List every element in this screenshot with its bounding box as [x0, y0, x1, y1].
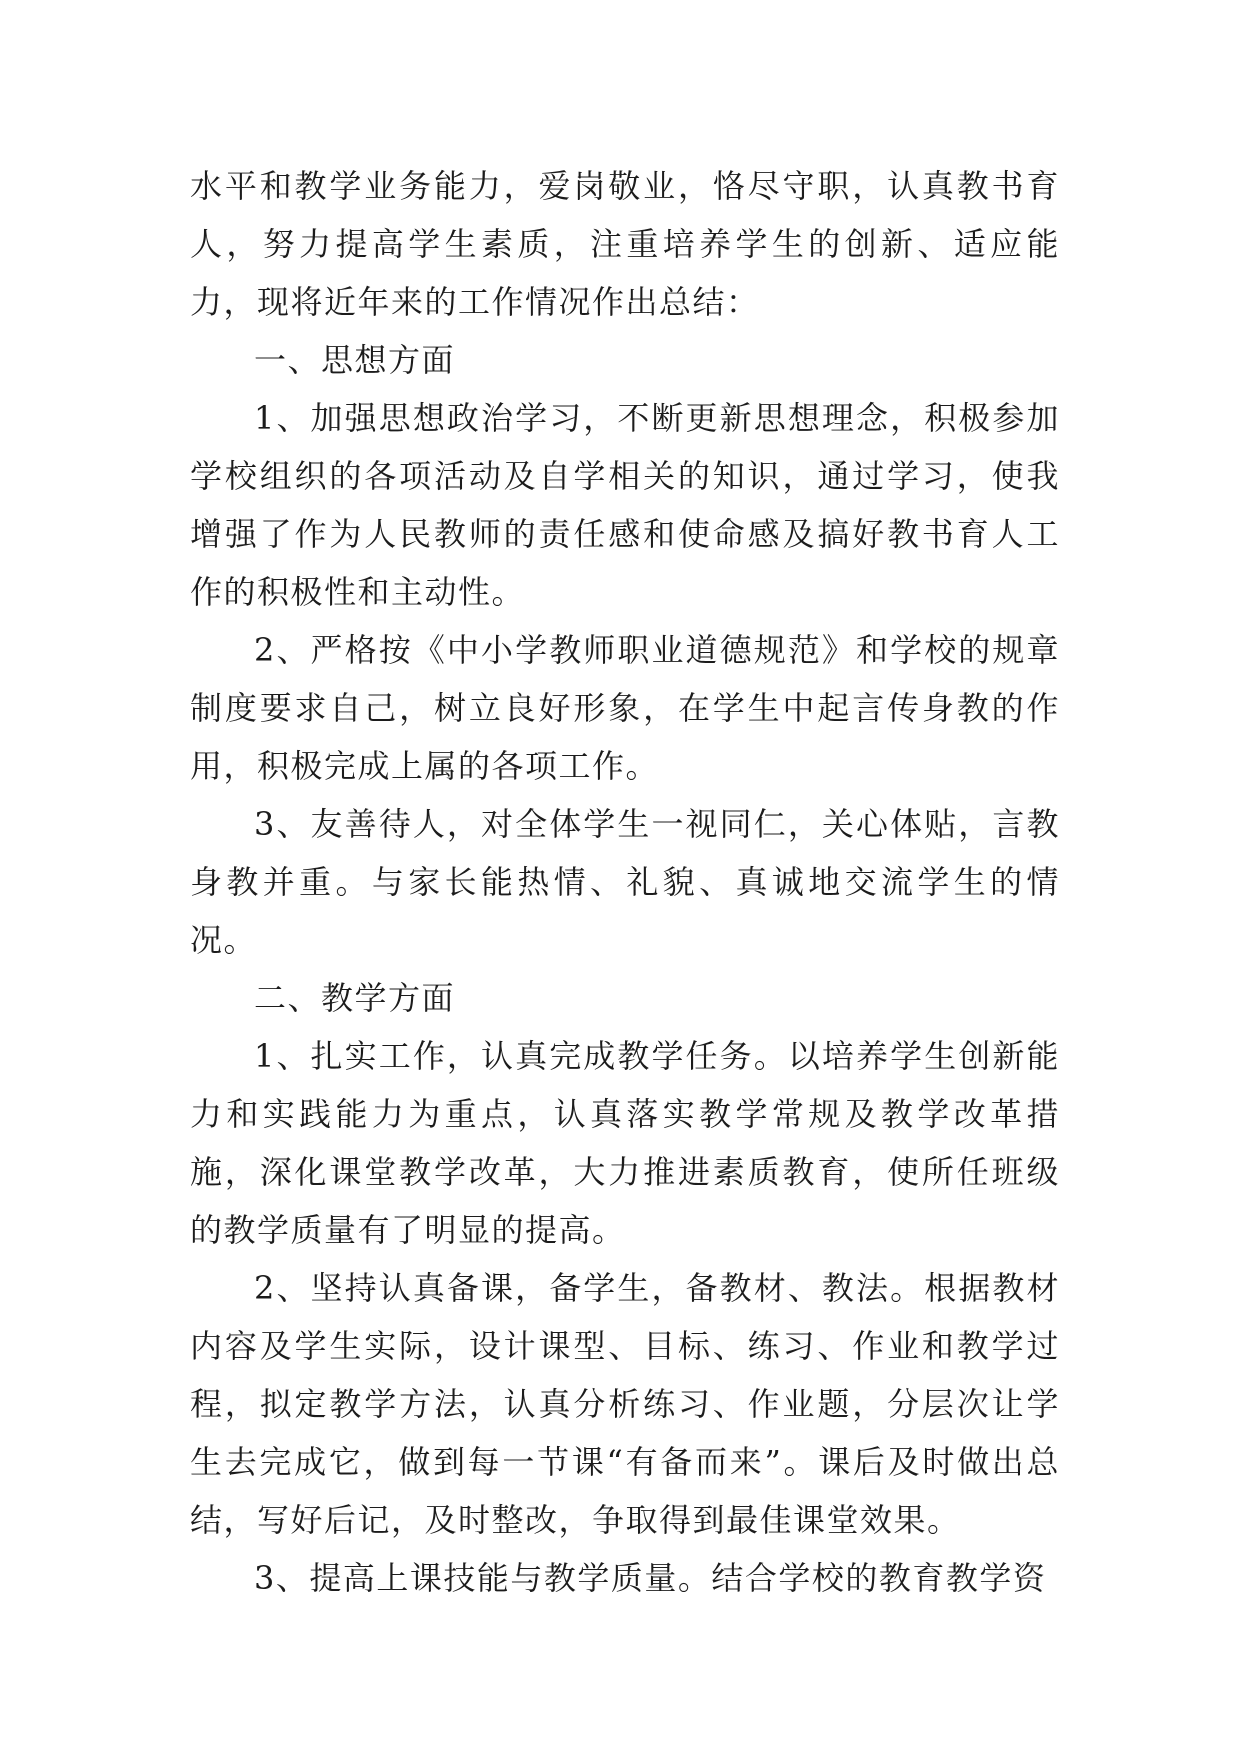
paragraph-ideology-3: 3、友善待人，对全体学生一视同仁，关心体贴，言教身教并重。与家长能热情、礼貌、真诚地交流学生的情况。	[190, 805, 1060, 959]
paragraph-ideology-1: 1、加强思想政治学习，不断更新思想理念，积极参加学校组织的各项活动及自学相关的知识，通过学习，使我增强了作为人民教师的责任感和使命感及搞好教书育人工作的积极性和主动性。	[190, 399, 1060, 611]
section-heading-ideology: 一、思想方面	[254, 341, 456, 379]
paragraph-teaching-3: 3、提高上课技能与教学质量。结合学校的教育教学资	[254, 1559, 1047, 1597]
paragraph-teaching-2: 2、坚持认真备课，备学生，备教材、教法。根据教材内容及学生实际，设计课型、目标、练习、作业和教学过程，拟定教学方法，认真分析练习、作业题，分层次让学生去完成它，做到每一节课“有备而来”。课后及时做出总结，写好后记，及时整改，争取得到最佳课堂效果。	[190, 1269, 1060, 1539]
paragraph-teaching-1: 1、扎实工作，认真完成教学任务。以培养学生创新能力和实践能力为重点，认真落实教学常规及教学改革措施，深化课堂教学改革，大力推进素质教育，使所任班级的教学质量有了明显的提高。	[190, 1037, 1060, 1249]
paragraph-ideology-2: 2、严格按《中小学教师职业道德规范》和学校的规章制度要求自己，树立良好形象，在学生中起言传身教的作用，积极完成上属的各项工作。	[190, 631, 1060, 785]
document-body	[190, 157, 1060, 1607]
section-heading-teaching: 二、教学方面	[254, 979, 456, 1017]
paragraph-intro-continued: 水平和教学业务能力，爱岗敬业，恪尽守职，认真教书育人，努力提高学生素质，注重培养学生的创新、适应能力，现将近年来的工作情况作出总结：	[190, 167, 1060, 321]
